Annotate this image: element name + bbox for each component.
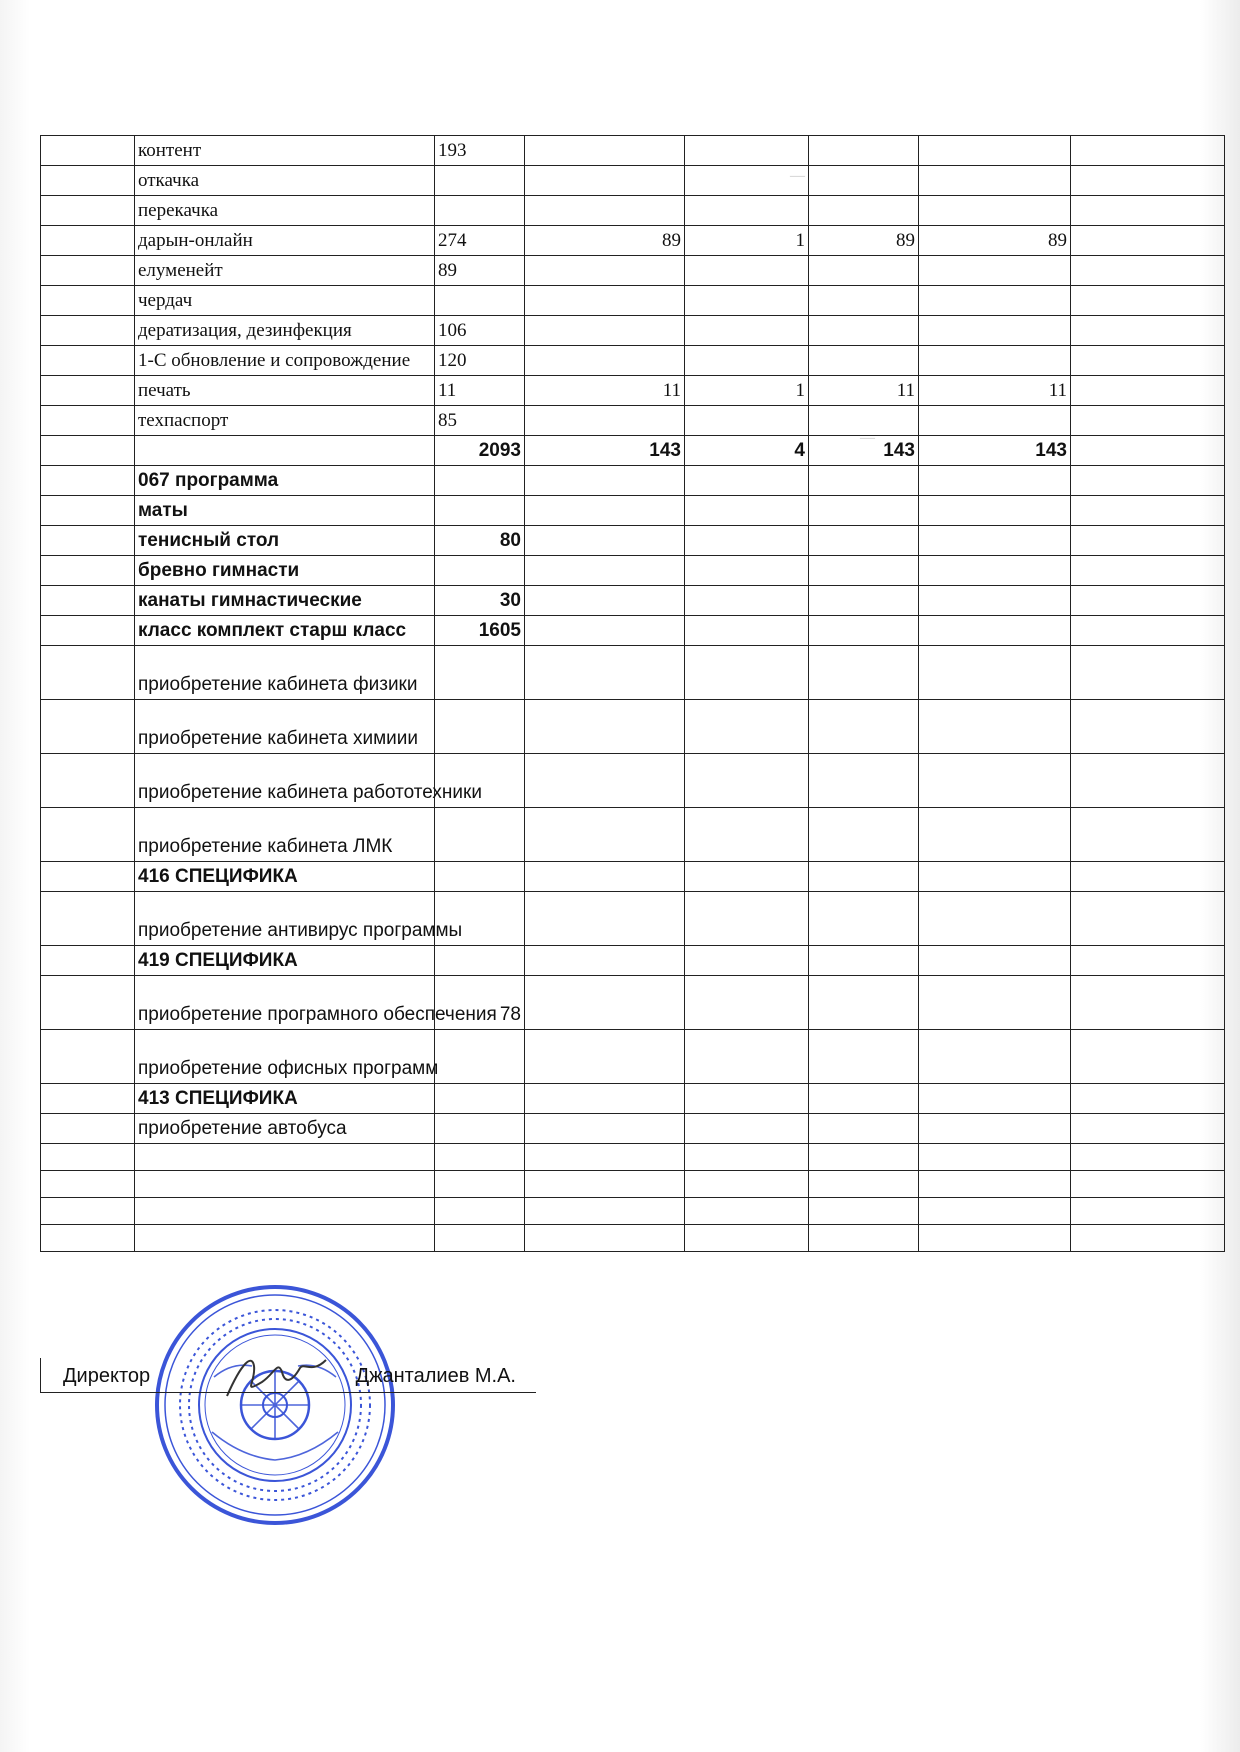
value-cell: [685, 1114, 809, 1144]
director-name: Джанталиев М.А.: [355, 1365, 516, 1387]
value-cell: [809, 256, 919, 286]
value-cell: 193: [435, 136, 525, 166]
value-cell: [525, 1225, 685, 1252]
signature-line: [40, 1358, 536, 1393]
value-cell: 143: [525, 436, 685, 466]
item-name-cell: печать: [135, 376, 435, 406]
value-cell: [685, 754, 809, 808]
item-name-cell: 416 СПЕЦИФИКА: [135, 862, 435, 892]
value-cell: [809, 946, 919, 976]
value-cell: [525, 1198, 685, 1225]
table-row: [41, 256, 1225, 286]
table-row: [41, 286, 1225, 316]
index-cell: [41, 316, 135, 346]
value-cell: [919, 1171, 1071, 1198]
note-cell: [1071, 526, 1225, 556]
value-cell: [919, 946, 1071, 976]
index-cell: [41, 496, 135, 526]
value-cell: [919, 496, 1071, 526]
index-cell: [41, 892, 135, 946]
index-cell: [41, 1144, 135, 1171]
index-cell: [41, 862, 135, 892]
value-cell: [809, 892, 919, 946]
table-row: [41, 862, 1225, 892]
value-cell: [809, 556, 919, 586]
item-name-cell: приобретение програмного обеспечения: [135, 976, 435, 1030]
item-name-cell: маты: [135, 496, 435, 526]
value-cell: [525, 406, 685, 436]
value-cell: [525, 976, 685, 1030]
item-name-cell: приобретение кабинета работотехники: [135, 754, 435, 808]
value-cell: [809, 1114, 919, 1144]
value-cell: [525, 1144, 685, 1171]
value-cell: [919, 286, 1071, 316]
value-cell: [525, 1114, 685, 1144]
value-cell: 89: [809, 226, 919, 256]
value-cell: [919, 136, 1071, 166]
index-cell: [41, 616, 135, 646]
index-cell: [41, 1114, 135, 1144]
value-cell: [919, 256, 1071, 286]
table-row: [41, 946, 1225, 976]
value-cell: [525, 892, 685, 946]
note-cell: [1071, 754, 1225, 808]
value-cell: [435, 166, 525, 196]
value-cell: [525, 1084, 685, 1114]
value-cell: [525, 256, 685, 286]
item-name-cell: приобретение офисных программ: [135, 1030, 435, 1084]
index-cell: [41, 700, 135, 754]
value-cell: [919, 754, 1071, 808]
value-cell: [435, 1144, 525, 1171]
value-cell: [809, 862, 919, 892]
value-cell: 1: [685, 226, 809, 256]
item-name-cell: 413 СПЕЦИФИКА: [135, 1084, 435, 1114]
value-cell: [525, 136, 685, 166]
value-cell: 89: [435, 256, 525, 286]
item-name-cell: чердач: [135, 286, 435, 316]
value-cell: [809, 406, 919, 436]
item-name-cell: приобретение кабинета ЛМК: [135, 808, 435, 862]
value-cell: [919, 1114, 1071, 1144]
note-cell: [1071, 496, 1225, 526]
table-row: [41, 1114, 1225, 1144]
note-cell: [1071, 556, 1225, 586]
table-row: [41, 1144, 1225, 1171]
value-cell: [919, 646, 1071, 700]
value-cell: [809, 1225, 919, 1252]
table-row: [41, 376, 1225, 406]
value-cell: 11: [435, 376, 525, 406]
table-row: [41, 436, 1225, 466]
value-cell: 11: [919, 376, 1071, 406]
value-cell: [685, 892, 809, 946]
value-cell: [685, 556, 809, 586]
value-cell: [919, 1030, 1071, 1084]
value-cell: [525, 586, 685, 616]
table-row: [41, 1225, 1225, 1252]
table-row: [41, 1198, 1225, 1225]
value-cell: [525, 286, 685, 316]
value-cell: [685, 1144, 809, 1171]
value-cell: 78: [435, 976, 525, 1030]
value-cell: [685, 496, 809, 526]
item-name-cell: приобретение кабинета химиии: [135, 700, 435, 754]
index-cell: [41, 196, 135, 226]
index-cell: [41, 436, 135, 466]
value-cell: [685, 1171, 809, 1198]
value-cell: [809, 496, 919, 526]
item-name-cell: елуменейт: [135, 256, 435, 286]
index-cell: [41, 646, 135, 700]
index-cell: [41, 286, 135, 316]
value-cell: [685, 316, 809, 346]
note-cell: [1071, 226, 1225, 256]
note-cell: [1071, 286, 1225, 316]
value-cell: [435, 646, 525, 700]
table-row: [41, 136, 1225, 166]
value-cell: [435, 946, 525, 976]
note-cell: [1071, 406, 1225, 436]
note-cell: [1071, 1030, 1225, 1084]
value-cell: [525, 646, 685, 700]
value-cell: [919, 1084, 1071, 1114]
note-cell: [1071, 892, 1225, 946]
table-row: [41, 616, 1225, 646]
value-cell: 85: [435, 406, 525, 436]
note-cell: [1071, 466, 1225, 496]
item-name-cell: канаты гимнастические: [135, 586, 435, 616]
table-row: [41, 976, 1225, 1030]
index-cell: [41, 346, 135, 376]
index-cell: [41, 466, 135, 496]
table-row: [41, 496, 1225, 526]
table-row: [41, 646, 1225, 700]
index-cell: [41, 1084, 135, 1114]
value-cell: [685, 346, 809, 376]
value-cell: [525, 754, 685, 808]
item-name-cell: 419 СПЕЦИФИКА: [135, 946, 435, 976]
index-cell: [41, 166, 135, 196]
value-cell: [525, 862, 685, 892]
item-name-cell: дарын-онлайн: [135, 226, 435, 256]
item-name-cell: [135, 1144, 435, 1171]
value-cell: 106: [435, 316, 525, 346]
table-row: [41, 166, 1225, 196]
table-row: [41, 1030, 1225, 1084]
value-cell: [435, 1225, 525, 1252]
table-row: [41, 808, 1225, 862]
index-cell: [41, 946, 135, 976]
value-cell: [685, 646, 809, 700]
note-cell: [1071, 1171, 1225, 1198]
value-cell: [809, 466, 919, 496]
table-row: [41, 346, 1225, 376]
value-cell: [919, 406, 1071, 436]
value-cell: 1605: [435, 616, 525, 646]
item-name-cell: приобретение антивирус программы: [135, 892, 435, 946]
index-cell: [41, 556, 135, 586]
value-cell: [919, 466, 1071, 496]
value-cell: [435, 808, 525, 862]
value-cell: 11: [525, 376, 685, 406]
table-row: [41, 226, 1225, 256]
index-cell: [41, 1171, 135, 1198]
index-cell: [41, 808, 135, 862]
value-cell: [809, 700, 919, 754]
expense-table: [40, 135, 1225, 1252]
table-row: [41, 1171, 1225, 1198]
value-cell: [809, 196, 919, 226]
value-cell: 143: [809, 436, 919, 466]
table-row: [41, 196, 1225, 226]
table-row: [41, 1084, 1225, 1114]
value-cell: [685, 1084, 809, 1114]
value-cell: 274: [435, 226, 525, 256]
value-cell: [809, 316, 919, 346]
value-cell: [525, 1171, 685, 1198]
value-cell: [525, 946, 685, 976]
table-row: [41, 406, 1225, 436]
value-cell: 80: [435, 526, 525, 556]
value-cell: [685, 1225, 809, 1252]
item-name-cell: техпаспорт: [135, 406, 435, 436]
value-cell: [919, 166, 1071, 196]
item-name-cell: [135, 1171, 435, 1198]
value-cell: [435, 1171, 525, 1198]
index-cell: [41, 754, 135, 808]
value-cell: [919, 808, 1071, 862]
item-name-cell: [135, 1198, 435, 1225]
index-cell: [41, 1030, 135, 1084]
index-cell: [41, 1225, 135, 1252]
value-cell: [809, 1144, 919, 1171]
value-cell: [525, 496, 685, 526]
value-cell: [809, 166, 919, 196]
value-cell: [685, 616, 809, 646]
value-cell: 120: [435, 346, 525, 376]
value-cell: [809, 1030, 919, 1084]
note-cell: [1071, 196, 1225, 226]
value-cell: [809, 1171, 919, 1198]
note-cell: [1071, 976, 1225, 1030]
director-label: Директор: [63, 1365, 151, 1387]
value-cell: [919, 862, 1071, 892]
value-cell: [809, 586, 919, 616]
item-name-cell: [135, 1225, 435, 1252]
bleed-through-text: —: [860, 430, 875, 446]
value-cell: [525, 616, 685, 646]
table-row: [41, 556, 1225, 586]
note-cell: [1071, 256, 1225, 286]
note-cell: [1071, 946, 1225, 976]
value-cell: [685, 862, 809, 892]
item-name-cell: дератизация, дезинфекция: [135, 316, 435, 346]
value-cell: [919, 556, 1071, 586]
value-cell: [809, 1198, 919, 1225]
bleed-through-text: —: [790, 168, 805, 184]
value-cell: 4: [685, 436, 809, 466]
value-cell: 2093: [435, 436, 525, 466]
value-cell: [435, 556, 525, 586]
value-cell: [525, 316, 685, 346]
value-cell: [809, 286, 919, 316]
table-row: [41, 754, 1225, 808]
value-cell: [685, 700, 809, 754]
value-cell: [685, 1030, 809, 1084]
value-cell: [435, 862, 525, 892]
value-cell: [809, 1084, 919, 1114]
value-cell: [525, 556, 685, 586]
value-cell: [435, 286, 525, 316]
note-cell: [1071, 316, 1225, 346]
value-cell: [435, 700, 525, 754]
value-cell: [685, 526, 809, 556]
value-cell: [919, 616, 1071, 646]
value-cell: [685, 586, 809, 616]
value-cell: [685, 1198, 809, 1225]
table-row: [41, 892, 1225, 946]
note-cell: [1071, 1225, 1225, 1252]
table-row: [41, 466, 1225, 496]
value-cell: [919, 1144, 1071, 1171]
note-cell: [1071, 346, 1225, 376]
value-cell: [685, 136, 809, 166]
item-name-cell: перекачка: [135, 196, 435, 226]
note-cell: [1071, 136, 1225, 166]
note-cell: [1071, 436, 1225, 466]
table-row: [41, 316, 1225, 346]
table-row: [41, 526, 1225, 556]
item-name-cell: 1-С обновление и сопровождение: [135, 346, 435, 376]
index-cell: [41, 1198, 135, 1225]
value-cell: 89: [525, 226, 685, 256]
value-cell: [919, 700, 1071, 754]
value-cell: [919, 526, 1071, 556]
value-cell: [919, 586, 1071, 616]
item-name-cell: класс комплект старш класс: [135, 616, 435, 646]
value-cell: [525, 466, 685, 496]
value-cell: [435, 1030, 525, 1084]
note-cell: [1071, 808, 1225, 862]
item-name-cell: приобретение кабинета физики: [135, 646, 435, 700]
value-cell: [919, 316, 1071, 346]
value-cell: [919, 892, 1071, 946]
value-cell: [685, 286, 809, 316]
value-cell: [435, 196, 525, 226]
value-cell: [525, 1030, 685, 1084]
note-cell: [1071, 586, 1225, 616]
value-cell: [435, 466, 525, 496]
index-cell: [41, 526, 135, 556]
value-cell: 89: [919, 226, 1071, 256]
item-name-cell: 067 программа: [135, 466, 435, 496]
index-cell: [41, 256, 135, 286]
value-cell: [809, 616, 919, 646]
item-name-cell: контент: [135, 136, 435, 166]
index-cell: [41, 586, 135, 616]
value-cell: [809, 136, 919, 166]
note-cell: [1071, 166, 1225, 196]
value-cell: 11: [809, 376, 919, 406]
item-name-cell: тенисный стол: [135, 526, 435, 556]
note-cell: [1071, 1114, 1225, 1144]
value-cell: [525, 346, 685, 376]
note-cell: [1071, 646, 1225, 700]
index-cell: [41, 406, 135, 436]
value-cell: [525, 526, 685, 556]
note-cell: [1071, 1198, 1225, 1225]
value-cell: [435, 1114, 525, 1144]
table-row: [41, 700, 1225, 754]
value-cell: [809, 976, 919, 1030]
note-cell: [1071, 616, 1225, 646]
note-cell: [1071, 1144, 1225, 1171]
value-cell: 30: [435, 586, 525, 616]
value-cell: [435, 496, 525, 526]
value-cell: [435, 1198, 525, 1225]
value-cell: [919, 976, 1071, 1030]
value-cell: [919, 1198, 1071, 1225]
index-cell: [41, 136, 135, 166]
index-cell: [41, 376, 135, 406]
value-cell: [685, 466, 809, 496]
value-cell: [685, 406, 809, 436]
index-cell: [41, 976, 135, 1030]
official-seal: [152, 1282, 398, 1528]
value-cell: [685, 946, 809, 976]
item-name-cell: [135, 436, 435, 466]
item-name-cell: откачка: [135, 166, 435, 196]
value-cell: [685, 256, 809, 286]
table-row: [41, 586, 1225, 616]
note-cell: [1071, 700, 1225, 754]
value-cell: [809, 526, 919, 556]
value-cell: [919, 1225, 1071, 1252]
index-cell: [41, 226, 135, 256]
value-cell: [685, 166, 809, 196]
value-cell: 143: [919, 436, 1071, 466]
value-cell: [809, 754, 919, 808]
value-cell: 1: [685, 376, 809, 406]
note-cell: [1071, 1084, 1225, 1114]
value-cell: [525, 700, 685, 754]
value-cell: [919, 346, 1071, 376]
value-cell: [435, 1084, 525, 1114]
value-cell: [525, 808, 685, 862]
value-cell: [525, 196, 685, 226]
note-cell: [1071, 862, 1225, 892]
value-cell: [919, 196, 1071, 226]
item-name-cell: приобретение автобуса: [135, 1114, 435, 1144]
value-cell: [685, 976, 809, 1030]
value-cell: [685, 808, 809, 862]
value-cell: [685, 196, 809, 226]
value-cell: [809, 808, 919, 862]
value-cell: [525, 166, 685, 196]
item-name-cell: бревно гимнасти: [135, 556, 435, 586]
value-cell: [809, 646, 919, 700]
value-cell: [809, 346, 919, 376]
note-cell: [1071, 376, 1225, 406]
